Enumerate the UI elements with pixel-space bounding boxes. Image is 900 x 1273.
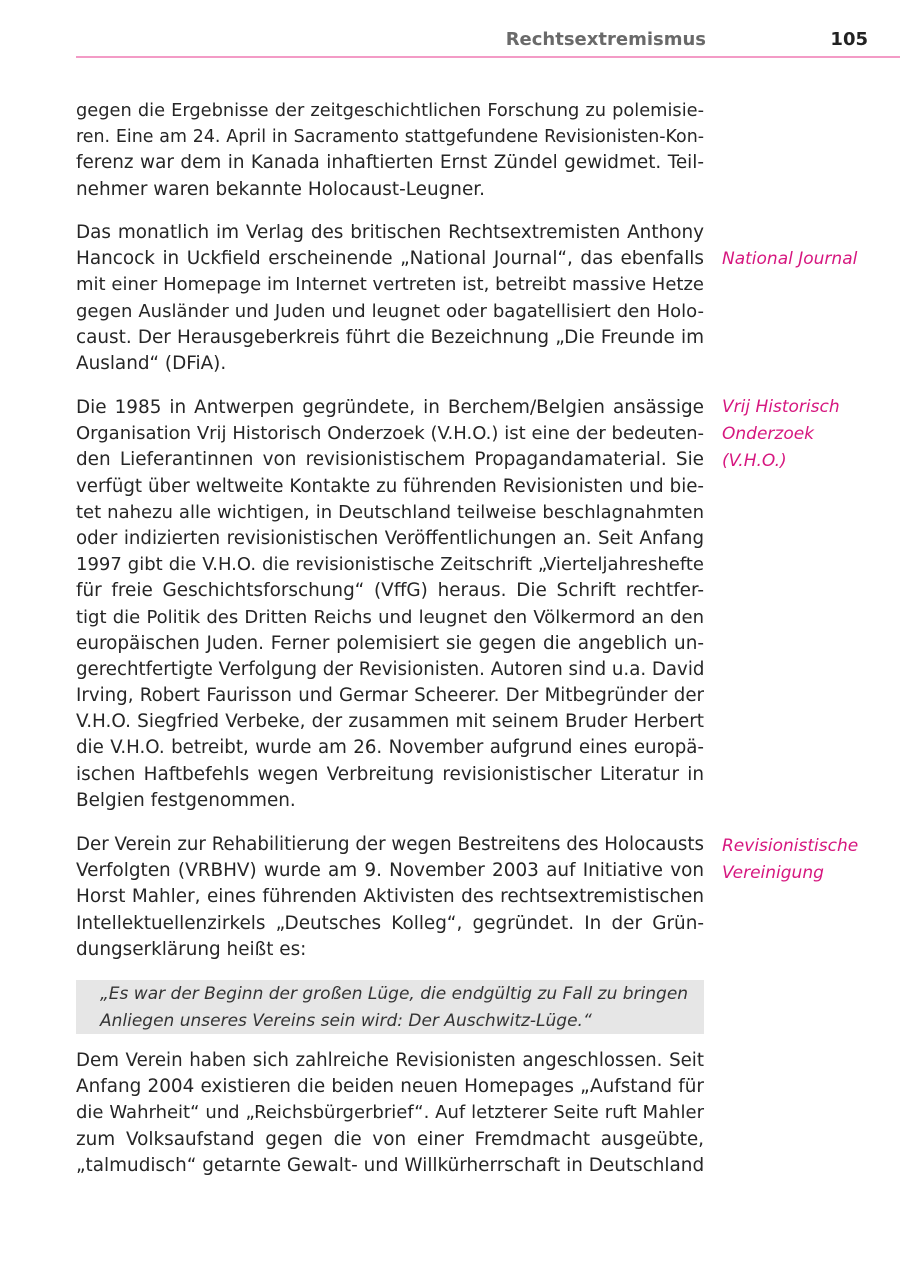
text-line: Hancock in Uckfield erscheinende „National Journal“, das ebenfalls — [76, 248, 704, 270]
text-line: Belgien festgenommen. — [76, 789, 296, 811]
paragraph-5 — [76, 1048, 704, 1179]
text-line: verfügt über weltweite Kontakte zu führenden Revisionisten und bie- — [76, 475, 704, 497]
paragraph-3 — [76, 395, 704, 814]
text-line: die Wahrheit“ und „Reichsbürgerbrief“. Auf letzterer Seite ruft Mahler — [76, 1102, 704, 1124]
text-line: tigt die Politik des Dritten Reichs und leugnet den Völkermord an den — [76, 606, 704, 628]
text-line: 1997 gibt die V.H.O. die revisionistische Zeitschrift „Vierteljahreshefte — [76, 554, 704, 576]
text-line: Organisation Vrij Historisch Onderzoek (V.H.O.) ist eine der bedeuten- — [76, 423, 704, 445]
margin-note-text: Vrij Historisch — [722, 397, 840, 417]
margin-note-text: National Journal — [722, 249, 858, 269]
text-line: „talmudisch“ getarnte Gewalt- und Willkürherrschaft in Deutschland — [76, 1154, 705, 1176]
text-line: dungserklärung heißt es: — [76, 938, 307, 960]
text-line: mit einer Homepage im Internet vertreten ist, betreibt massive Hetze — [76, 274, 704, 296]
text-line: Dem Verein haben sich zahlreiche Revisionisten angeschlossen. Seit — [76, 1050, 704, 1071]
quote-box — [76, 980, 704, 1034]
text-line: Anfang 2004 existieren die beiden neuen Homepages „Aufstand für — [76, 1076, 704, 1098]
text-line: für freie Geschichtsforschung“ (VffG) heraus. Die Schrift rechtfer- — [76, 580, 704, 602]
text-line: Intellektuellenzirkels „Deutsches Kolleg“, gegründet. In der Grün- — [76, 912, 704, 934]
text-line: zum Volksaufstand gegen die von einer Fremdmacht ausgeübte, — [76, 1128, 704, 1150]
text-line: europäischen Juden. Ferner polemisiert sie gegen die angeblich un- — [76, 632, 704, 654]
text-line: oder indizierten revisionistischen Veröffentlichungen an. Seit Anfang — [76, 527, 704, 549]
margin-note-vereinigung — [722, 833, 892, 887]
text-line: V.H.O. Siegfried Verbeke, der zusammen mit seinem Bruder Herbert — [76, 711, 704, 733]
margin-note-text: Vereinigung — [722, 863, 824, 883]
margin-note-national-journal — [722, 246, 892, 273]
text-line: gerechtfertigte Verfolgung der Revisionisten. Autoren sind u.a. David — [76, 658, 705, 680]
text-line: ren. Eine am 24. April in Sacramento stattgefundene Revisionisten-Kon- — [76, 127, 704, 148]
text-line: ferenz war dem in Kanada inhaftierten Ernst Zündel gewidmet. Teil- — [76, 152, 704, 174]
paragraph-2 — [76, 220, 704, 377]
text-line: Horst Mahler, eines führenden Aktivisten des rechtsextremistischen — [76, 886, 704, 908]
running-header-title: Rechtsextremismus — [505, 29, 706, 50]
text-line: gegen Ausländer und Juden und leugnet oder bagatellisiert den Holo- — [76, 300, 704, 322]
text-line: die V.H.O. betreibt, wurde am 26. November aufgrund eines europä- — [76, 737, 704, 759]
text-line: tet nahezu alle wichtigen, in Deutschland teilweise beschlagnahmten — [76, 501, 704, 523]
margin-note-text: Revisionistische — [722, 836, 859, 856]
margin-note-vho — [722, 394, 892, 475]
quote-line: Anliegen unseres Vereins sein wird: Der Auschwitz-Lüge.“ — [100, 1011, 592, 1031]
text-line: gegen die Ergebnisse der zeitgeschichtlichen Forschung zu polemisie- — [76, 100, 704, 121]
text-line: caust. Der Herausgeberkreis führt die Bezeichnung „Die Freunde im — [76, 326, 704, 348]
paragraph-1 — [76, 98, 704, 203]
text-line: Ausland“ (DFiA). — [76, 352, 227, 374]
header-divider — [76, 56, 900, 58]
page-number: 105 — [830, 29, 868, 50]
text-line: Irving, Robert Faurisson und Germar Scheerer. Der Mitbegründer der — [76, 685, 704, 707]
text-line: Die 1985 in Antwerpen gegründete, in Berchem/Belgien ansässige — [76, 397, 704, 418]
paragraph-4 — [76, 832, 704, 963]
text-line: Das monatlich im Verlag des britischen Rechtsextremisten Anthony — [76, 222, 704, 243]
margin-note-text: (V.H.O.) — [722, 451, 787, 471]
text-line: Der Verein zur Rehabilitierung der wegen Bestreitens des Holocausts — [76, 834, 704, 855]
text-line: ischen Haftbefehls wegen Verbreitung revisionistischer Literatur in — [76, 763, 704, 785]
quote-line: „Es war der Beginn der großen Lüge, die endgültig zu Fall zu bringen — [100, 984, 689, 1004]
text-line: den Lieferantinnen von revisionistischem Propagandamaterial. Sie — [76, 449, 704, 471]
text-line: Verfolgten (VRBHV) wurde am 9. November 2003 auf Initiative von — [76, 860, 704, 882]
margin-note-text: Onderzoek — [722, 424, 815, 444]
text-line: nehmer waren bekannte Holocaust-Leugner. — [76, 178, 485, 200]
